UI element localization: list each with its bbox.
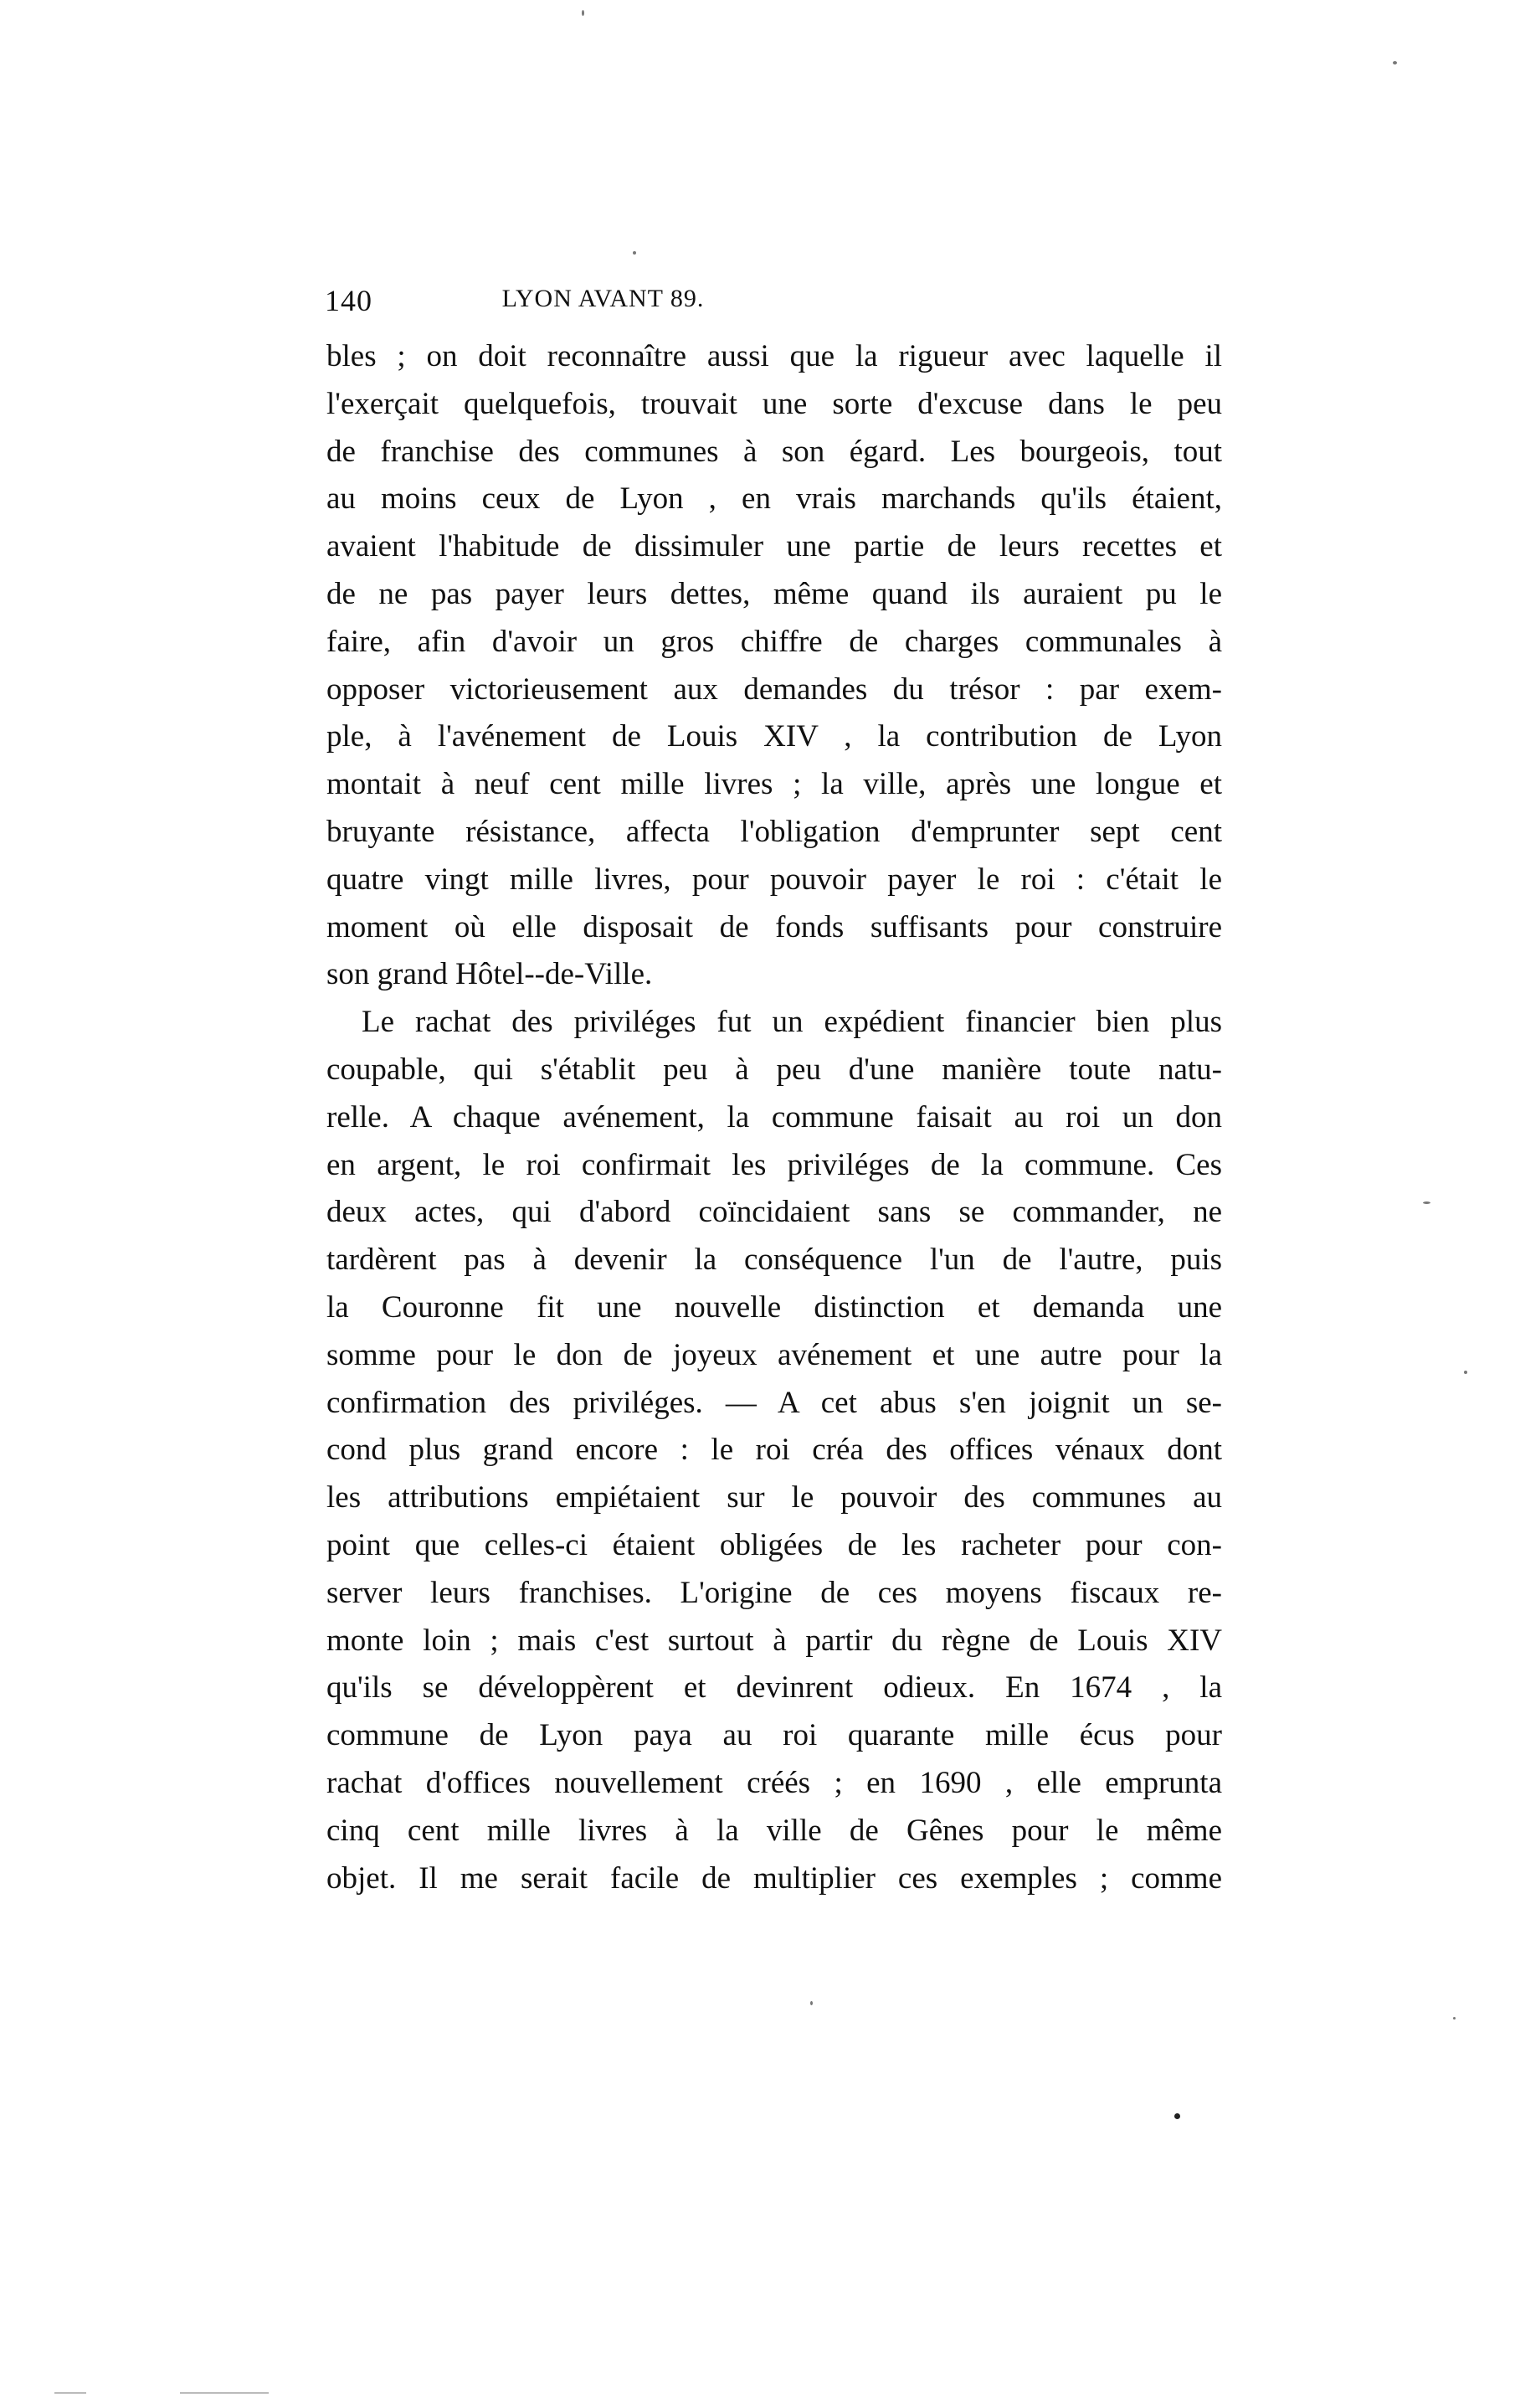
text-line: cinq cent mille livres à la ville de Gênes pour le même (326, 1813, 1222, 1848)
paragraph-2 (326, 999, 1222, 1902)
scan-speck (1423, 1201, 1430, 1204)
text-line: somme pour le don de joyeux avénement et une autre pour la (326, 1337, 1222, 1372)
text-line: en argent, le roi confirmait les priviléges de la commune. Ces (326, 1147, 1222, 1182)
paragraph-1 (326, 333, 1222, 999)
scan-speck (1174, 2113, 1180, 2119)
scan-speck (1453, 2017, 1456, 2020)
text-line: confirmation des priviléges. — A cet abus s'en joignit un se- (326, 1385, 1222, 1420)
text-line: moment où elle disposait de fonds suffisants pour construire (326, 909, 1222, 944)
text-line: deux actes, qui d'abord coïncidaient sans se commander, ne (326, 1195, 1222, 1230)
scan-speck (633, 251, 636, 255)
scan-speck (582, 10, 584, 16)
text-line: faire, afin d'avoir un gros chiffre de charges communales à (326, 624, 1222, 659)
body-text (326, 333, 1222, 1902)
text-line: montait à neuf cent mille livres ; la ville, après une longue et (326, 767, 1222, 802)
text-line: de ne pas payer leurs dettes, même quand ils auraient pu le (326, 576, 1222, 611)
text-line: objet. Il me serait facile de multiplier ces exemples ; comme (326, 1860, 1222, 1896)
text-line: rachat d'offices nouvellement créés ; en 1690 , elle emprunta (326, 1765, 1222, 1800)
scan-speck (1464, 1371, 1467, 1374)
running-head (325, 283, 881, 325)
text-line: les attributions empiétaient sur le pouvoir des communes au (326, 1480, 1222, 1515)
text-line: server leurs franchises. L'origine de ces moyens fiscaux re- (326, 1575, 1222, 1610)
text-line: coupable, qui s'établit peu à peu d'une manière toute natu- (326, 1052, 1222, 1087)
scan-speck (1393, 61, 1397, 64)
page-number: 140 (325, 284, 372, 317)
text-line: point que celles-ci étaient obligées de les racheter pour con- (326, 1527, 1222, 1562)
running-title: LYON AVANT 89. (501, 285, 705, 312)
text-line: quatre vingt mille livres, pour pouvoir payer le roi : c'était le (326, 862, 1222, 897)
text-line: bles ; on doit reconnaître aussi que la rigueur avec laquelle il (326, 339, 1222, 373)
text-line: Le rachat des priviléges fut un expédient financier bien plus (362, 1005, 1222, 1040)
text-line: cond plus grand encore : le roi créa des offices vénaux dont (326, 1433, 1222, 1468)
scan-edge-mark (54, 2392, 86, 2394)
text-line: de franchise des communes à son égard. Les bourgeois, tout (326, 434, 1222, 469)
text-line: monte loin ; mais c'est surtout à partir du règne de Louis XIV (326, 1623, 1222, 1658)
text-line: qu'ils se développèrent et devinrent odieux. En 1674 , la (326, 1670, 1222, 1706)
text-line: relle. A chaque avénement, la commune faisait au roi un don (326, 1099, 1222, 1135)
text-line: son grand Hôtel--de-Ville. (326, 957, 653, 992)
text-line: l'exerçait quelquefois, trouvait une sorte d'excuse dans le peu (326, 386, 1222, 421)
text-line: avaient l'habitude de dissimuler une partie de leurs recettes et (326, 529, 1222, 564)
text-line: bruyante résistance, affecta l'obligation d'emprunter sept cent (326, 814, 1222, 849)
scan-edge-mark (180, 2392, 269, 2394)
text-line: ple, à l'avénement de Louis XIV , la contribution de Lyon (326, 719, 1222, 754)
text-line: au moins ceux de Lyon , en vrais marchands qu'ils étaient, (326, 481, 1222, 517)
text-line: tardèrent pas à devenir la conséquence l'un de l'autre, puis (326, 1243, 1222, 1278)
scan-speck (810, 2001, 813, 2005)
text-line: commune de Lyon paya au roi quarante mille écus pour (326, 1718, 1222, 1753)
text-line: opposer victorieusement aux demandes du trésor : par exem- (326, 671, 1222, 707)
text-line: la Couronne fit une nouvelle distinction et demanda une (326, 1289, 1222, 1325)
